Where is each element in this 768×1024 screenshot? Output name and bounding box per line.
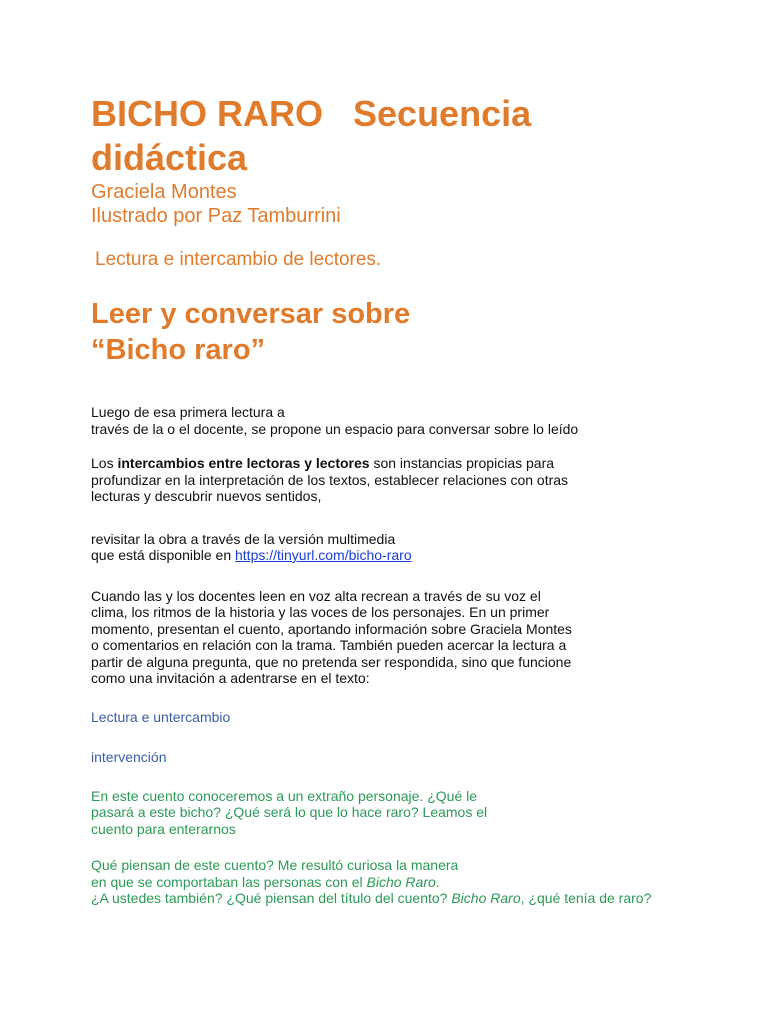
p3-line2-prefix: que está disponible en — [91, 547, 235, 563]
q1-line1: En este cuento conoceremos a un extraño personaje. ¿Qué le — [91, 787, 478, 804]
heading-line2: “Bicho raro” — [91, 334, 266, 366]
quote-personaje — [91, 788, 711, 838]
paragraph-intro — [91, 404, 711, 437]
paragraph-docentes — [91, 588, 711, 687]
q2-line2-suffix: . — [435, 873, 440, 890]
p1-line2: través de la o el docente, se propone un espacio para conversar sobre lo leído — [91, 420, 579, 437]
label-intervencion: intervención — [91, 749, 167, 765]
q2-line3-b: , ¿qué tenía de raro? — [520, 890, 652, 906]
p4-line3: momento, presentan el cuento, aportando información sobre Graciela Montes — [91, 620, 572, 637]
paragraph-intercambios — [91, 455, 711, 505]
title-secuencia: Secuencia — [353, 93, 532, 134]
p2-line3: lecturas y descubrir nuevos sentidos, — [91, 488, 322, 504]
q2-line2-italic: Bicho Raro — [366, 873, 436, 890]
multimedia-link[interactable]: https://tinyurl.com/bicho-raro — [235, 547, 412, 563]
p2-line1-rest: son instancias propicias para — [369, 455, 555, 471]
p4-line2: clima, los ritmos de la historia y las voces de los personajes. En un primer — [91, 604, 550, 620]
p4-line1: Cuando las y los docentes leen en voz alta recrean a través de su voz el — [91, 587, 541, 604]
q2-line2-prefix: en que se comportaban las personas con el — [91, 873, 367, 890]
p2-line2: profundizar en la interpretación de los textos, establecer relaciones con otras — [91, 471, 569, 488]
illustrator: Ilustrado por Paz Tamburrini — [91, 205, 341, 227]
p2-bold: intercambios entre lectoras y lectores — [117, 455, 370, 471]
section-heading — [91, 296, 711, 368]
p2-prefix: Los — [91, 455, 118, 471]
subtitle: Lectura e intercambio de lectores. — [95, 249, 382, 270]
q1-line3: cuento para enterarnos — [91, 820, 236, 837]
p4-line6: como una invitación a adentrarse en el texto: — [91, 670, 370, 686]
q2-line1: Qué piensan de este cuento? Me resultó curiosa la manera — [91, 857, 459, 873]
author: Graciela Montes — [91, 181, 237, 203]
p1-line1: Luego de esa primera lectura a — [91, 404, 285, 420]
p3-line1: revisitar la obra a través de la versión multimedia — [91, 530, 396, 547]
p4-line4: o comentarios en relación con la trama. También pueden acercar la lectura a — [91, 637, 567, 653]
heading-line1: Leer y conversar sobre — [91, 298, 411, 330]
q2-line3-italic: Bicho Raro — [451, 890, 521, 906]
document-title — [91, 92, 711, 180]
p4-line5: partir de alguna pregunta, que no pretenda ser respondida, sino que funcione — [91, 653, 572, 670]
paragraph-multimedia — [91, 531, 711, 564]
title-bicho-raro: BICHO RARO — [91, 93, 323, 134]
q1-line2: pasará a este bicho? ¿Qué será lo que lo hace raro? Leamos el — [91, 804, 488, 820]
title-didactica: didáctica — [91, 137, 248, 178]
label-lectura-untercambio: Lectura e untercambio — [91, 708, 231, 725]
document-page — [91, 92, 711, 907]
q2-line3-a: ¿A ustedes también? ¿Qué piensan del título del cuento? — [91, 890, 452, 906]
quote-piensan — [91, 857, 711, 907]
